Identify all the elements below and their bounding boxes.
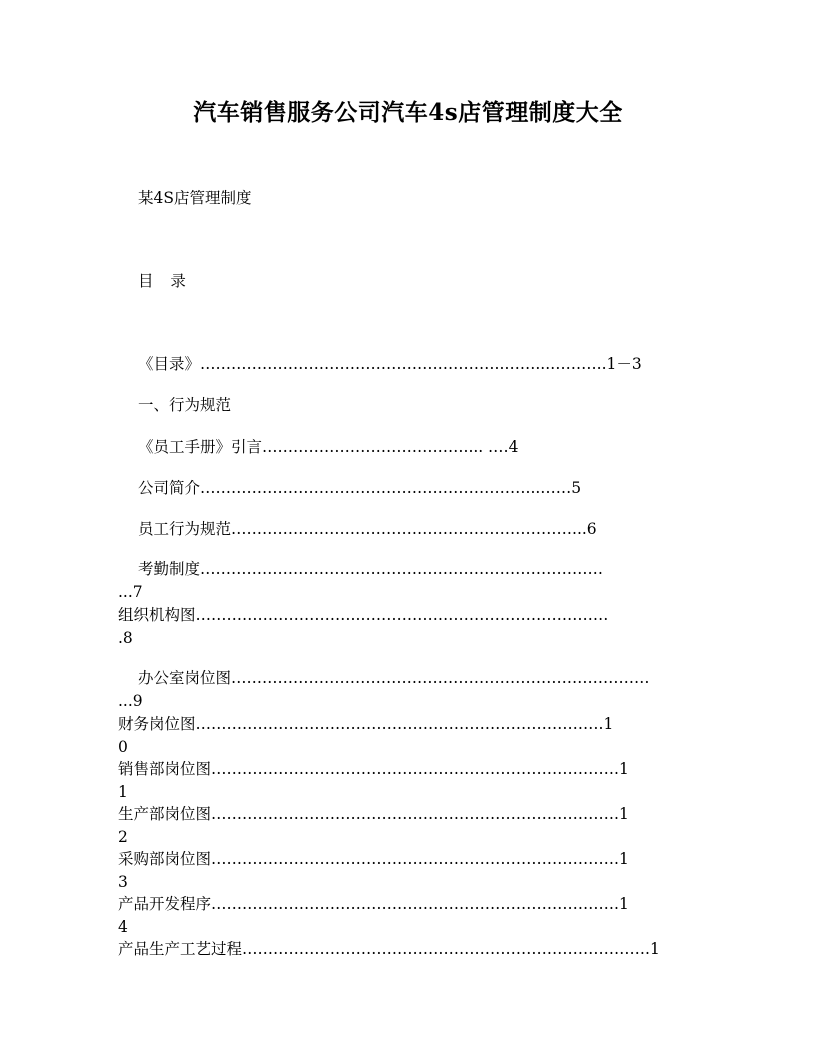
toc-label: 生产部岗位图 xyxy=(118,805,212,823)
toc-leader: ………………………………….... .… xyxy=(262,438,509,456)
toc-page: 1－3 xyxy=(606,355,642,373)
toc-page: 6 xyxy=(586,520,597,538)
toc-label: 销售部岗位图 xyxy=(118,760,212,778)
toc-page-finance-positions: 0 xyxy=(118,738,128,756)
toc-entry-company-profile xyxy=(138,477,581,500)
toc-entry-production-process xyxy=(118,938,660,961)
toc-leader: …………………………………………………………………….1 xyxy=(211,805,629,823)
toc-label: 办公室岗位图 xyxy=(138,669,232,687)
toc-entry-attendance xyxy=(138,558,603,581)
toc-entry-production-positions xyxy=(118,803,629,826)
toc-label: 《目录》 xyxy=(138,355,201,373)
toc-label: 组织机构图 xyxy=(118,606,196,624)
toc-entry-sales-positions xyxy=(118,758,629,781)
toc-leader: …………………………………………………………………….1 xyxy=(242,940,660,958)
toc-entry-org-chart xyxy=(118,604,608,627)
toc-entry-handbook-intro xyxy=(138,436,518,459)
toc-leader: …………………………………………………..……...……….. xyxy=(200,355,607,373)
toc-leader: ………………………………………………………...…… xyxy=(200,479,572,497)
toc-page: 4 xyxy=(508,438,519,456)
toc-entry-product-development xyxy=(118,893,629,916)
toc-label: 公司简介 xyxy=(138,479,201,497)
toc-page-purchasing-positions: 3 xyxy=(118,873,128,891)
toc-page-production-positions: 2 xyxy=(118,828,128,846)
section-heading-conduct: 一、行为规范 xyxy=(138,396,232,414)
toc-entry-purchasing-positions xyxy=(118,848,629,871)
toc-label: 财务岗位图 xyxy=(118,715,196,733)
toc-page-product-development: 4 xyxy=(118,918,128,936)
contents-heading: 目 录 xyxy=(138,272,192,290)
toc-leader: …………………………………………………………………….1 xyxy=(211,895,629,913)
toc-label: 产品开发程序 xyxy=(118,895,212,913)
toc-label: 产品生产工艺过程 xyxy=(118,940,243,958)
toc-label: 《员工手册》引言 xyxy=(138,438,263,456)
toc-entry-office-positions xyxy=(138,667,650,690)
toc-entry-employee-conduct xyxy=(138,518,597,541)
toc-label: 考勤制度 xyxy=(138,560,201,578)
toc-leader: …………………………………………………………………….1 xyxy=(211,850,629,868)
toc-page-attendance: ...7 xyxy=(118,583,143,601)
toc-page-org-chart: .8 xyxy=(118,629,133,647)
toc-label: 员工行为规范 xyxy=(138,520,232,538)
toc-page: 5 xyxy=(571,479,582,497)
toc-leader: …………………………………………………………... xyxy=(231,520,587,538)
toc-leader: …………………………………………………………………….1 xyxy=(195,715,614,733)
document-title: 汽车销售服务公司汽车4s店管理制度大全 xyxy=(193,99,623,126)
toc-entry-catalog xyxy=(138,353,642,376)
toc-leader: ……………………………………………………………………… xyxy=(231,669,650,687)
document-subtitle: 某4S店管理制度 xyxy=(138,189,252,207)
toc-entry-finance-positions xyxy=(118,713,613,736)
toc-label: 采购部岗位图 xyxy=(118,850,212,868)
toc-leader: …………………………..………………………………………… xyxy=(195,606,609,624)
toc-page-office-positions: ...9 xyxy=(118,692,143,710)
toc-page-sales-positions: 1 xyxy=(118,783,128,801)
toc-leader: …………………………………………………………………… xyxy=(200,560,604,578)
toc-leader: …………………………………………………………………….1 xyxy=(211,760,629,778)
